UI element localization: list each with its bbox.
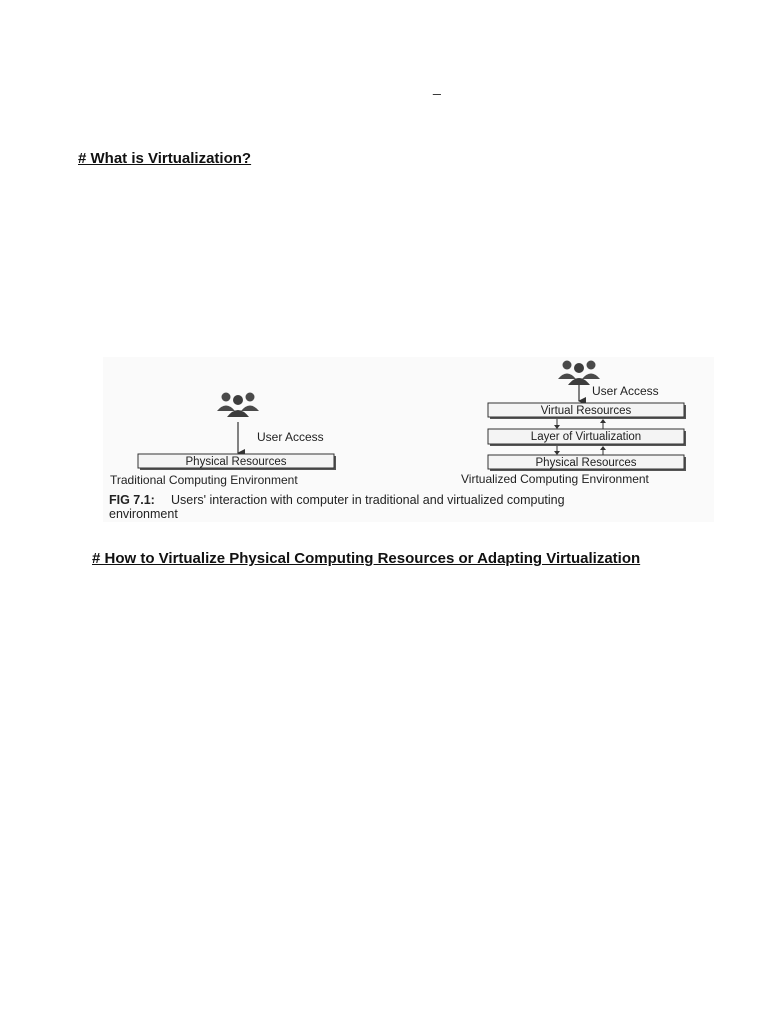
traditional-physical-resources-label: Physical Resources [185,456,287,468]
up-arrow-head [600,446,606,450]
traditional-physical-resources-box [138,454,336,470]
users-group-icon [217,393,259,418]
users-group-icon [558,361,600,386]
page-top-mark: _ [433,79,441,95]
virtual-resources-label: Virtual Resources [540,405,632,417]
traditional-user-access-label: User Access [257,430,324,444]
figure-virtualization-diagram [103,357,714,522]
traditional-environment-label: Traditional Computing Environment [110,473,298,487]
figure-caption [109,493,565,521]
figure-caption-line1: Users' interaction with computer in traditional and virtualized computing [171,493,565,507]
layer-of-virtualization-label: Layer of Virtualization [530,431,642,443]
down-arrow-head [554,425,560,429]
layer-of-virtualization-box [488,429,686,446]
virtualized-physical-resources-label: Physical Resources [535,457,637,469]
virtual-resources-box [488,403,686,419]
figure-caption-line2: environment [109,507,178,521]
heading-how-to-virtualize: # How to Virtualize Physical Computing Resources or Adapting Virtualization [92,550,641,567]
down-arrow-head [554,451,560,455]
heading-what-is-virtualization: # What is Virtualization? [78,150,252,167]
virtualized-environment-label: Virtualized Computing Environment [461,472,649,486]
virtualized-user-access-label: User Access [592,384,659,398]
figure-caption-label: FIG 7.1: [109,493,155,507]
up-arrow-head [600,419,606,423]
virtualized-physical-resources-box [488,455,686,471]
